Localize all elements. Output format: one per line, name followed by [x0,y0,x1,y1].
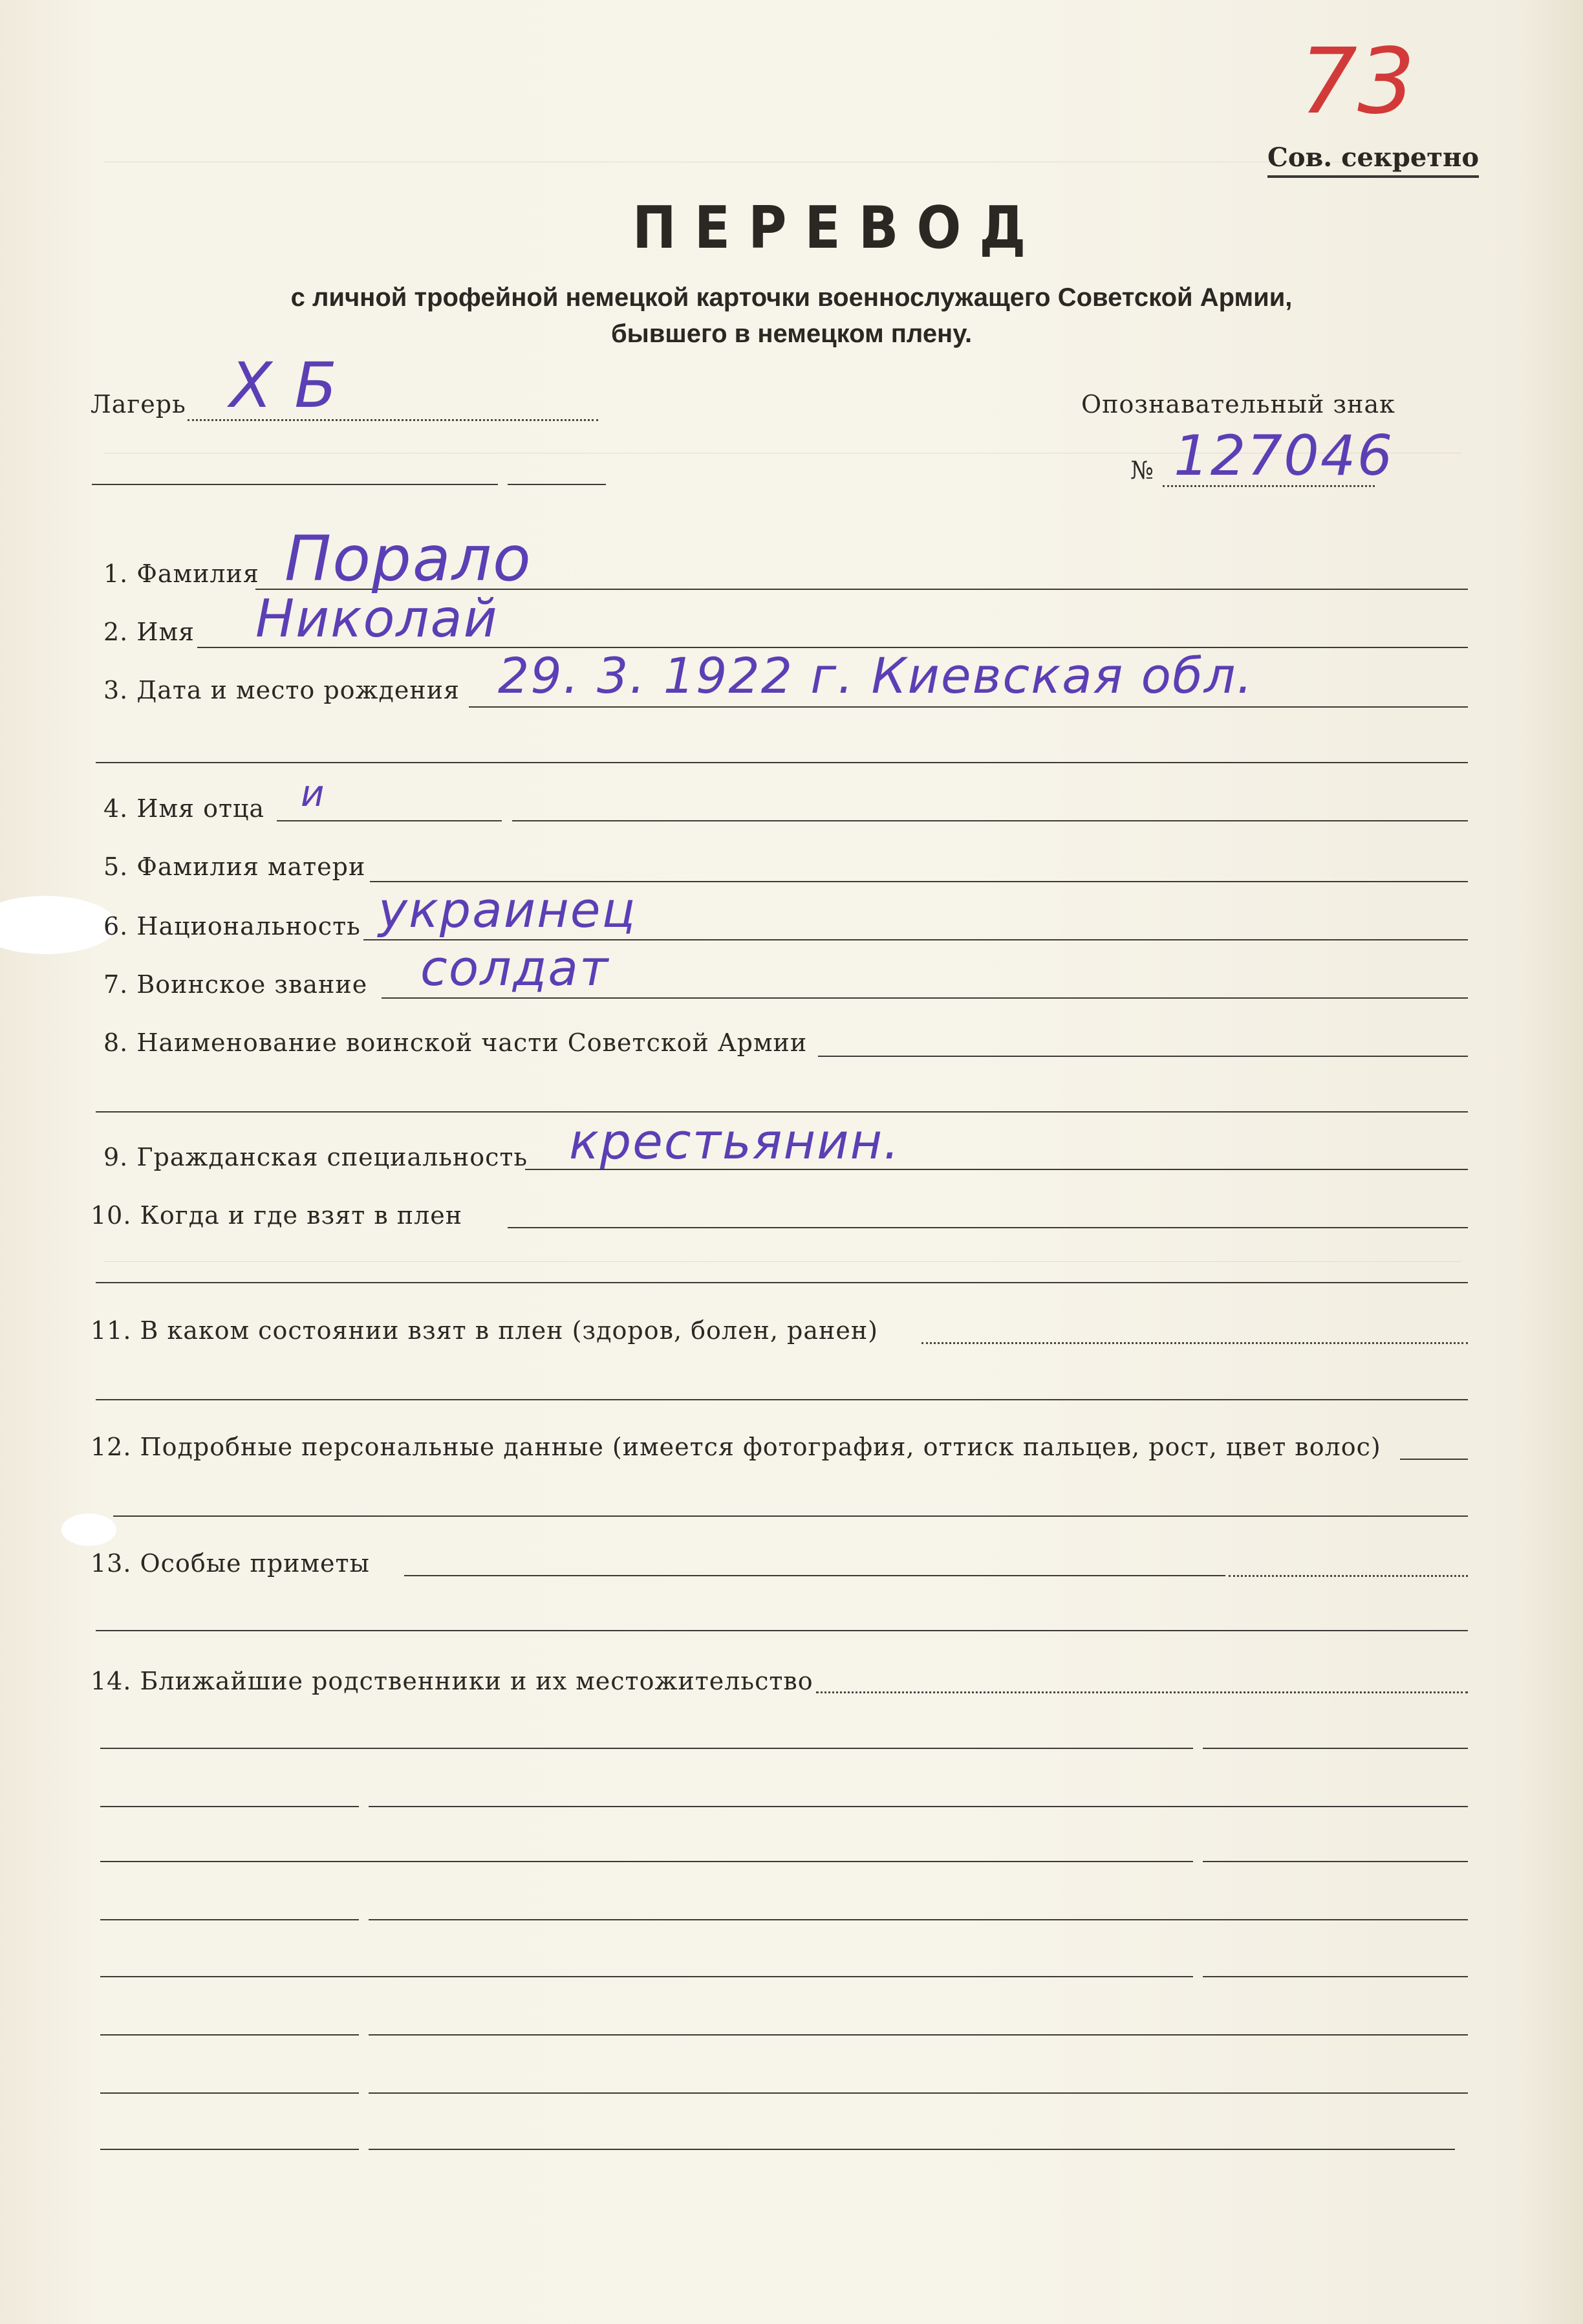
blank-line [1203,1861,1468,1862]
field-father-line-2 [512,820,1468,821]
subtitle-line-2: бывшего в немецком плену. [610,320,973,348]
blank-line [369,2092,1468,2094]
camp-extra-line [508,484,606,485]
field-rank-value: солдат [420,939,610,997]
field-birth-extra-line [96,762,1468,763]
field-marks-extra-line [96,1630,1468,1631]
field-personal-extra-line [113,1515,1468,1517]
id-tag-label: Опознавательный знак [1081,390,1395,418]
field-rank-label: 7. Воинское звание [103,970,368,999]
blank-line [100,2092,359,2094]
blank-line [369,1806,1468,1807]
field-birth-label: 3. Дата и место рождения [103,676,460,704]
field-condition-label: 11. В каком состоянии взят в плен (здоров, болен, ранен) [91,1316,878,1345]
field-nationality-value: украинец [378,881,637,939]
field-mother-label: 5. Фамилия матери [103,852,366,881]
blank-line [1203,1748,1468,1749]
page-title: ПЕРЕВОД [632,194,1044,262]
field-unit-line [818,1056,1468,1057]
field-marks-line [404,1575,1225,1576]
field-rank-line [382,997,1468,999]
blank-line [100,1806,359,1807]
camp-value: Х Б [230,349,339,422]
field-surname-value: Порало [285,523,532,595]
classification-stamp: Сов. секретно [1267,142,1479,178]
field-relatives-line [816,1691,1468,1693]
field-firstname-value: Николай [255,589,499,649]
page-number-handwritten: 73 [1300,29,1416,135]
field-birth-line [469,706,1468,708]
subtitle [0,279,1583,352]
camp-extra-line [92,484,498,485]
field-profession-label: 9. Гражданская специальность [103,1143,528,1171]
blank-line [100,1748,1193,1749]
blank-line [369,2149,1455,2150]
blank-line [369,1919,1468,1920]
field-relatives-label: 14. Ближайшие родственники и их местожительство [91,1667,813,1695]
field-unit-label: 8. Наименование воинской части Советской Армии [103,1028,808,1057]
field-nationality-label: 6. Национальность [103,912,361,940]
blank-line [369,2034,1468,2036]
field-condition-line [921,1342,1468,1344]
blank-line [100,2034,359,2036]
torn-edge-mark [0,896,116,954]
field-profession-value: крестьянин. [569,1113,901,1170]
field-condition-extra-line [96,1399,1468,1400]
field-firstname-label: 2. Имя [103,618,195,646]
field-captured-extra-line [96,1282,1468,1283]
field-personal-line [1400,1459,1468,1460]
blank-line [100,1976,1193,1977]
field-captured-label: 10. Когда и где взят в плен [91,1201,463,1230]
field-surname-label: 1. Фамилия [103,559,259,588]
field-birth-value: 29. 3. 1922 г. Киевская обл. [498,647,1254,704]
field-father-line [277,820,502,821]
blank-line [100,1861,1193,1862]
hole-mark [61,1514,116,1546]
field-father-value: и [301,773,326,815]
field-marks-line-2 [1229,1575,1468,1577]
field-personal-label: 12. Подробные персональные данные (имеется фотография, оттиск пальцев, рост, цвет волос) [91,1433,1381,1461]
field-marks-label: 13. Особые приметы [91,1549,370,1578]
subtitle-line-1: с личной трофейной немецкой карточки военнослужащего Советской Армии, [290,283,1293,312]
camp-label: Лагерь [91,390,186,418]
blank-line [100,2149,359,2150]
id-tag-value: 127046 [1174,424,1394,488]
blank-line [100,1919,359,1920]
id-tag-number-sign: № [1130,456,1154,484]
blank-line [1203,1976,1468,1977]
field-captured-line [508,1227,1468,1228]
field-father-label: 4. Имя отца [103,794,265,823]
faint-rule [103,1261,1461,1262]
